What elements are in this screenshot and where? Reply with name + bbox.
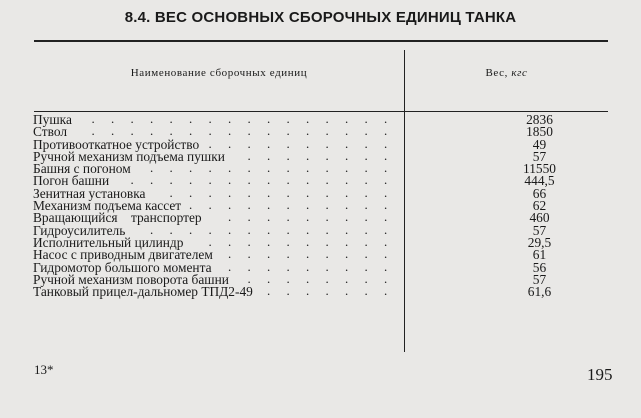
leader-dot: . — [150, 123, 154, 139]
leader-dot: . — [169, 123, 173, 139]
leader-dot: . — [228, 221, 232, 237]
leader-dot: . — [325, 184, 329, 200]
table-row — [33, 246, 593, 263]
leader-dot: . — [286, 258, 290, 274]
row-value: 56 — [532, 259, 547, 275]
leader-dot: . — [228, 135, 232, 151]
leader-dot: . — [189, 197, 193, 213]
leader-dot: . — [325, 160, 329, 176]
leader-dot: . — [247, 258, 251, 274]
leader-dot: . — [345, 270, 349, 286]
leader-dot: . — [364, 184, 368, 200]
row-value: 62 — [532, 198, 547, 214]
row-name: Танковый прицел-дальномер ТПД2-49 — [33, 284, 253, 300]
row-value: 61 — [532, 247, 547, 263]
table-header-rule — [34, 111, 608, 112]
row-name: Механизм подъема кассет — [33, 198, 182, 214]
row-value: 29,5 — [527, 234, 552, 250]
row-value: 49 — [532, 136, 547, 152]
row-value: 2836 — [526, 112, 553, 127]
leader-dot: . — [228, 233, 232, 249]
leader-dot: . — [325, 221, 329, 237]
leader-dot: . — [306, 209, 310, 225]
leader-dot: . — [208, 160, 212, 176]
row-value: 57 — [532, 222, 547, 238]
leader-dot: . — [306, 270, 310, 286]
leader-dot: . — [150, 221, 154, 237]
leader-dot: . — [111, 111, 115, 126]
leader-dot: . — [247, 123, 251, 139]
leader-dot: . — [286, 123, 290, 139]
leader-dot: . — [306, 147, 310, 163]
leader-dot: . — [169, 221, 173, 237]
column-header-weight-label: Вес, — [485, 67, 509, 79]
leader-dot: . — [306, 258, 310, 274]
leader-dot: . — [364, 209, 368, 225]
leader-dot: . — [267, 233, 271, 249]
leader-dot: . — [150, 160, 154, 176]
leader-dot: . — [286, 270, 290, 286]
table-row — [33, 258, 593, 275]
leader-dot: . — [247, 135, 251, 151]
leader-dot: . — [267, 197, 271, 213]
leader-dot: . — [208, 197, 212, 213]
leader-dot: . — [247, 233, 251, 249]
leader-dot: . — [130, 172, 134, 188]
leader-dot: . — [306, 160, 310, 176]
leader-dot: . — [286, 160, 290, 176]
leader-dot: . — [325, 197, 329, 213]
leader-dot: . — [325, 258, 329, 274]
leader-dot: . — [345, 172, 349, 188]
leader-dot: . — [306, 111, 310, 126]
leader-dot: . — [247, 160, 251, 176]
row-name: Ручной механизм подъема пушки — [33, 148, 225, 164]
leader-dot: . — [228, 123, 232, 139]
leader-dot: . — [267, 147, 271, 163]
leader-dot: . — [384, 221, 388, 237]
leader-dot: . — [384, 209, 388, 225]
leader-dot: . — [325, 283, 329, 299]
leader-dot: . — [384, 111, 388, 126]
leader-dot: . — [306, 233, 310, 249]
leader-dot: . — [345, 123, 349, 139]
leader-dot: . — [267, 172, 271, 188]
table-row — [33, 160, 593, 177]
column-header-name: Наименование сборочных единиц — [130, 67, 308, 79]
leader-dot: . — [345, 283, 349, 299]
leader-dot: . — [364, 123, 368, 139]
table-row — [33, 283, 593, 300]
leader-dot: . — [208, 123, 212, 139]
leader-dot: . — [169, 172, 173, 188]
row-name: Гидроусилитель — [33, 222, 126, 238]
leader-dot: . — [384, 197, 388, 213]
leader-dot: . — [345, 209, 349, 225]
leader-dot: . — [286, 111, 290, 126]
leader-dot: . — [189, 184, 193, 200]
leader-dot: . — [267, 283, 271, 299]
leader-dot: . — [247, 147, 251, 163]
leader-dot: . — [325, 270, 329, 286]
leader-dot: . — [267, 221, 271, 237]
leader-dot: . — [364, 233, 368, 249]
leader-dot: . — [364, 246, 368, 262]
table-row — [33, 209, 593, 226]
leader-dot: . — [247, 270, 251, 286]
leader-dot: . — [306, 135, 310, 151]
leader-dot: . — [286, 147, 290, 163]
leader-dot: . — [384, 258, 388, 274]
leader-dot: . — [384, 123, 388, 139]
leader-dot: . — [345, 246, 349, 262]
leader-dot: . — [364, 135, 368, 151]
leader-dot: . — [325, 233, 329, 249]
row-value: 1850 — [526, 124, 553, 140]
leader-dot: . — [384, 147, 388, 163]
leader-dot: . — [306, 246, 310, 262]
leader-dot: . — [267, 111, 271, 126]
leader-dot: . — [111, 123, 115, 139]
leader-dot: . — [208, 135, 212, 151]
leader-dot: . — [267, 258, 271, 274]
leader-dot: . — [228, 111, 232, 126]
leader-dot: . — [228, 246, 232, 262]
leader-dot: . — [208, 111, 212, 126]
leader-dot: . — [189, 123, 193, 139]
leader-dot: . — [247, 221, 251, 237]
leader-dot: . — [286, 246, 290, 262]
leader-dot: . — [189, 111, 193, 126]
leader-dot: . — [364, 147, 368, 163]
signature-mark: 13* — [34, 362, 54, 377]
leader-dot: . — [364, 258, 368, 274]
row-name: Пушка — [33, 112, 72, 127]
row-value: 444,5 — [524, 173, 555, 189]
leader-dot: . — [189, 172, 193, 188]
leader-dot: . — [306, 221, 310, 237]
leader-dot: . — [247, 172, 251, 188]
column-header-weight-unit: кгс — [511, 67, 528, 79]
leader-dot: . — [208, 184, 212, 200]
leader-dot: . — [228, 209, 232, 225]
leader-dot: . — [189, 221, 193, 237]
leader-dot: . — [325, 172, 329, 188]
row-value: 460 — [529, 210, 550, 226]
leader-dot: . — [228, 197, 232, 213]
row-name: Насос с приводным двигателем — [33, 247, 213, 263]
page-title: 8.4. ВЕС ОСНОВНЫХ СБОРОЧНЫХ ЕДИНИЦ ТАНКА — [124, 9, 517, 26]
leader-dot: . — [345, 111, 349, 126]
leader-dot: . — [150, 111, 154, 126]
leader-dot: . — [91, 123, 95, 139]
leader-dot: . — [364, 270, 368, 286]
row-value: 57 — [532, 148, 547, 164]
leader-dot: . — [306, 172, 310, 188]
leader-dot: . — [345, 135, 349, 151]
leader-dot: . — [384, 283, 388, 299]
leader-dot: . — [364, 172, 368, 188]
leader-dot: . — [325, 246, 329, 262]
row-name: Гидромотор большого момента — [33, 259, 212, 275]
leader-dot: . — [130, 111, 134, 126]
leader-dot: . — [286, 283, 290, 299]
leader-dot: . — [325, 135, 329, 151]
leader-dot: . — [267, 184, 271, 200]
row-name: Исполнительный цилиндр — [33, 234, 184, 250]
leader-dot: . — [364, 160, 368, 176]
leader-dot: . — [384, 172, 388, 188]
leader-dot: . — [384, 160, 388, 176]
leader-dot: . — [267, 270, 271, 286]
leader-dot: . — [306, 184, 310, 200]
leader-dot: . — [384, 135, 388, 151]
leader-dot: . — [247, 246, 251, 262]
leader-dot: . — [91, 111, 95, 126]
leader-dot: . — [169, 111, 173, 126]
row-name: Вращающийся транспортер — [33, 210, 202, 226]
leader-dot: . — [325, 209, 329, 225]
leader-dot: . — [169, 160, 173, 176]
leader-dot: . — [364, 221, 368, 237]
leader-dot: . — [130, 123, 134, 139]
leader-dot: . — [306, 283, 310, 299]
page-number: 195 — [587, 365, 613, 384]
leader-dot: . — [384, 270, 388, 286]
row-value: 61,6 — [527, 284, 552, 300]
leader-dot: . — [228, 172, 232, 188]
leader-dot: . — [228, 258, 232, 274]
leader-dot: . — [286, 221, 290, 237]
leader-dot: . — [247, 197, 251, 213]
row-name: Погон башни — [33, 173, 110, 189]
row-value: 57 — [532, 271, 547, 287]
leader-dot: . — [325, 147, 329, 163]
leader-dot: . — [345, 233, 349, 249]
leader-dot: . — [286, 197, 290, 213]
row-name: Ручной механизм поворота башни — [33, 271, 229, 287]
row-value: 66 — [532, 185, 547, 201]
leader-dot: . — [384, 233, 388, 249]
leader-dot: . — [228, 184, 232, 200]
leader-dot: . — [267, 160, 271, 176]
leader-dot: . — [345, 197, 349, 213]
leader-dot: . — [247, 184, 251, 200]
leader-dot: . — [208, 221, 212, 237]
row-name: Башня с погоном — [33, 161, 131, 177]
row-value: 11550 — [523, 161, 556, 177]
leader-dot: . — [267, 135, 271, 151]
leader-dot: . — [267, 123, 271, 139]
column-header-weight — [405, 67, 608, 79]
leader-dot: . — [286, 172, 290, 188]
leader-dot: . — [364, 283, 368, 299]
leader-dot: . — [325, 123, 329, 139]
leader-dot: . — [267, 209, 271, 225]
leader-dot: . — [345, 258, 349, 274]
leader-dot: . — [247, 111, 251, 126]
leader-dot: . — [228, 160, 232, 176]
table-body — [33, 111, 593, 300]
leader-dot: . — [345, 160, 349, 176]
leader-dot: . — [286, 233, 290, 249]
leader-dot: . — [286, 209, 290, 225]
leader-dot: . — [384, 246, 388, 262]
row-name: Противооткатное устройство — [33, 136, 200, 152]
leader-dot: . — [208, 233, 212, 249]
leader-dot: . — [364, 111, 368, 126]
leader-dot: . — [384, 184, 388, 200]
leader-dot: . — [306, 123, 310, 139]
table-row — [33, 172, 593, 189]
leader-dot: . — [345, 221, 349, 237]
leader-dot: . — [345, 184, 349, 200]
leader-dot: . — [286, 184, 290, 200]
table-row — [33, 123, 593, 140]
table-top-rule — [34, 40, 608, 42]
leader-dot: . — [267, 246, 271, 262]
leader-dot: . — [345, 147, 349, 163]
table-row — [33, 113, 593, 125]
leader-dot: . — [325, 111, 329, 126]
leader-dot: . — [208, 172, 212, 188]
row-name: Ствол — [33, 124, 68, 140]
leader-dot: . — [150, 172, 154, 188]
leader-dot: . — [169, 184, 173, 200]
leader-dot: . — [286, 135, 290, 151]
leader-dot: . — [189, 160, 193, 176]
leader-dot: . — [247, 209, 251, 225]
leader-dot: . — [364, 197, 368, 213]
row-name: Зенитная установка — [33, 185, 146, 201]
leader-dot: . — [306, 197, 310, 213]
